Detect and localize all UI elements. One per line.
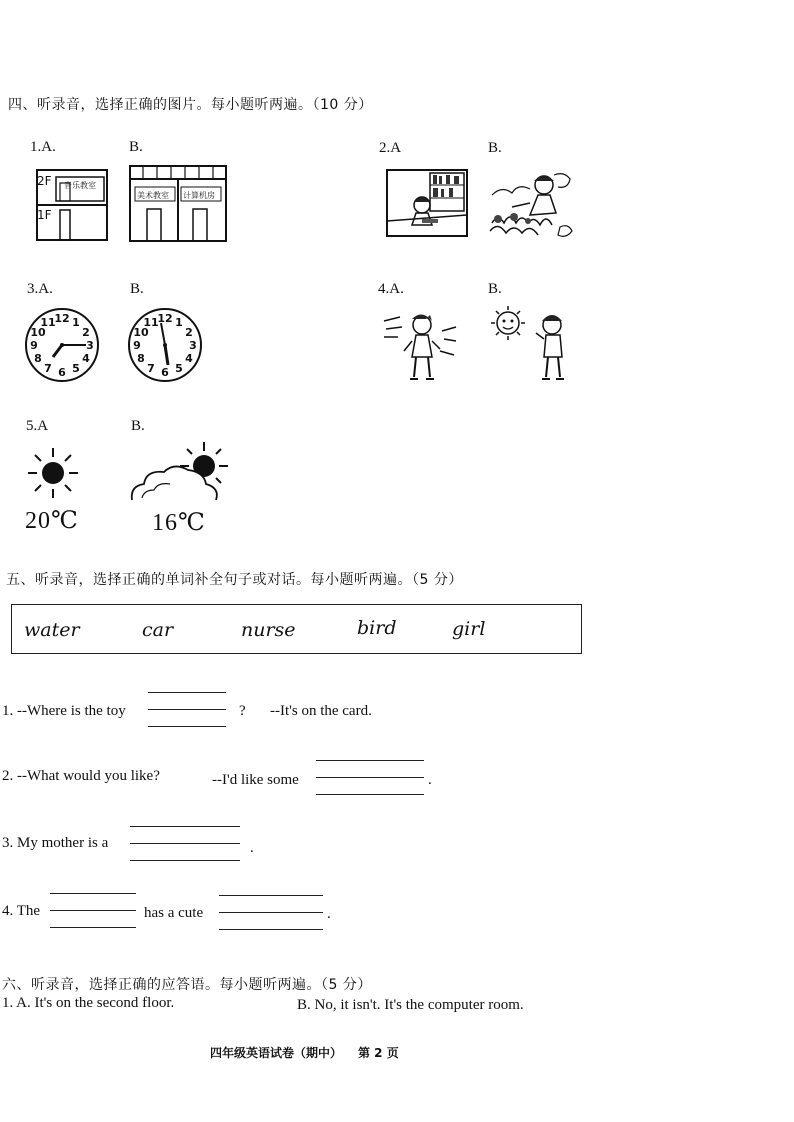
q4a-label: 4.A. <box>378 281 404 297</box>
q3a-label: 3.A. <box>27 281 53 297</box>
s5-q3-blank[interactable] <box>130 826 242 866</box>
s5-q2-period: . <box>428 772 432 788</box>
s5-q1-text: 1. --Where is the toy <box>2 703 126 719</box>
s5-q2-blank[interactable] <box>316 760 426 800</box>
sun-icon <box>24 444 82 502</box>
floor-label-1f: 1F <box>37 208 52 222</box>
svg-text:1: 1 <box>72 316 80 329</box>
q1b-label: B. <box>129 139 143 155</box>
q5a-label: 5.A <box>26 418 49 434</box>
art-room-sign: 美术教室 <box>137 191 169 200</box>
q5a-temperature: 20℃ <box>25 508 79 534</box>
section5-heading: 五、听录音，选择正确的单词补全句子或对话。每小题听两遍。（5 分） <box>6 572 463 588</box>
s5-q3-text: 3. My mother is a <box>2 835 109 851</box>
word-bank-box <box>11 604 582 654</box>
q2a-label: 2.A <box>379 140 402 156</box>
svg-text:2: 2 <box>185 326 193 339</box>
s5-q1-blank[interactable] <box>148 692 228 732</box>
cloud-sun-icon <box>128 440 232 506</box>
word-bank-item: girl <box>452 618 486 640</box>
s5-q1-question-mark: ? <box>239 703 246 719</box>
s5-q4-period: . <box>327 906 331 922</box>
s6-q1-option-a[interactable]: 1. A. It's on the second floor. <box>2 995 175 1011</box>
svg-text:9: 9 <box>30 339 38 352</box>
svg-text:3: 3 <box>86 339 94 352</box>
svg-text:12: 12 <box>157 312 173 325</box>
q2b-label: B. <box>488 140 502 156</box>
svg-text:7: 7 <box>147 362 155 375</box>
q3b-clock-picture <box>127 307 203 383</box>
svg-text:6: 6 <box>161 366 169 379</box>
footer-title: 四年级英语试卷（期中） <box>210 1046 343 1060</box>
q1a-label: 1.A. <box>30 139 56 155</box>
q4b-hot-sun-boy-picture <box>486 303 578 383</box>
svg-text:6: 6 <box>58 366 66 379</box>
svg-text:8: 8 <box>137 352 145 365</box>
s5-q4-middle-text: has a cute <box>144 905 204 921</box>
svg-text:5: 5 <box>175 362 183 375</box>
svg-text:10: 10 <box>133 326 149 339</box>
svg-text:10: 10 <box>30 326 46 339</box>
s5-q2-text: 2. --What would you like? <box>2 768 160 784</box>
s6-q1-option-b[interactable]: B. No, it isn't. It's the computer room. <box>297 997 524 1013</box>
word-bank-item: water <box>24 619 80 641</box>
svg-text:1: 1 <box>175 316 183 329</box>
svg-text:7: 7 <box>44 362 52 375</box>
q1a-building-picture <box>36 169 108 241</box>
section6-heading: 六、听录音，选择正确的应答语。每小题听两遍。（5 分） <box>2 977 372 993</box>
svg-text:4: 4 <box>185 352 193 365</box>
svg-text:8: 8 <box>34 352 42 365</box>
word-bank-item: bird <box>357 617 397 639</box>
svg-text:9: 9 <box>133 339 141 352</box>
q1b-building-picture <box>129 165 227 242</box>
s5-q4-text: 4. The <box>2 903 41 919</box>
svg-text:11: 11 <box>40 316 56 329</box>
q4a-cold-boy-picture <box>382 307 458 383</box>
q5b-label: B. <box>131 418 145 434</box>
svg-text:4: 4 <box>82 352 90 365</box>
s5-q4-blank-2[interactable] <box>219 895 325 935</box>
computer-room-sign: 计算机房 <box>183 191 215 200</box>
word-bank-item: nurse <box>241 619 296 641</box>
svg-text:12: 12 <box>54 312 70 325</box>
s5-q3-period: . <box>250 840 254 856</box>
section4-heading: 四、听录音，选择正确的图片。每小题听两遍。（10 分） <box>8 97 373 113</box>
s5-q2-answer-text: --I'd like some <box>212 772 299 788</box>
q3a-clock-picture <box>24 307 100 383</box>
q2a-boy-reading-picture <box>386 169 468 237</box>
s5-q4-blank-1[interactable] <box>50 893 138 933</box>
svg-text:11: 11 <box>143 316 159 329</box>
s5-q1-answer-text: --It's on the card. <box>270 703 372 719</box>
floor-label-2f: 2F <box>37 174 52 188</box>
music-room-sign: 音乐教室 <box>64 181 96 190</box>
svg-text:5: 5 <box>72 362 80 375</box>
page-number: 第 2 页 <box>358 1046 399 1060</box>
q4b-label: B. <box>488 281 502 297</box>
q3b-label: B. <box>130 281 144 297</box>
word-bank-item: car <box>142 619 174 641</box>
svg-text:3: 3 <box>189 339 197 352</box>
q2b-boy-in-garden-picture <box>488 167 574 241</box>
q5b-temperature: 16℃ <box>152 510 206 536</box>
svg-text:2: 2 <box>82 326 90 339</box>
